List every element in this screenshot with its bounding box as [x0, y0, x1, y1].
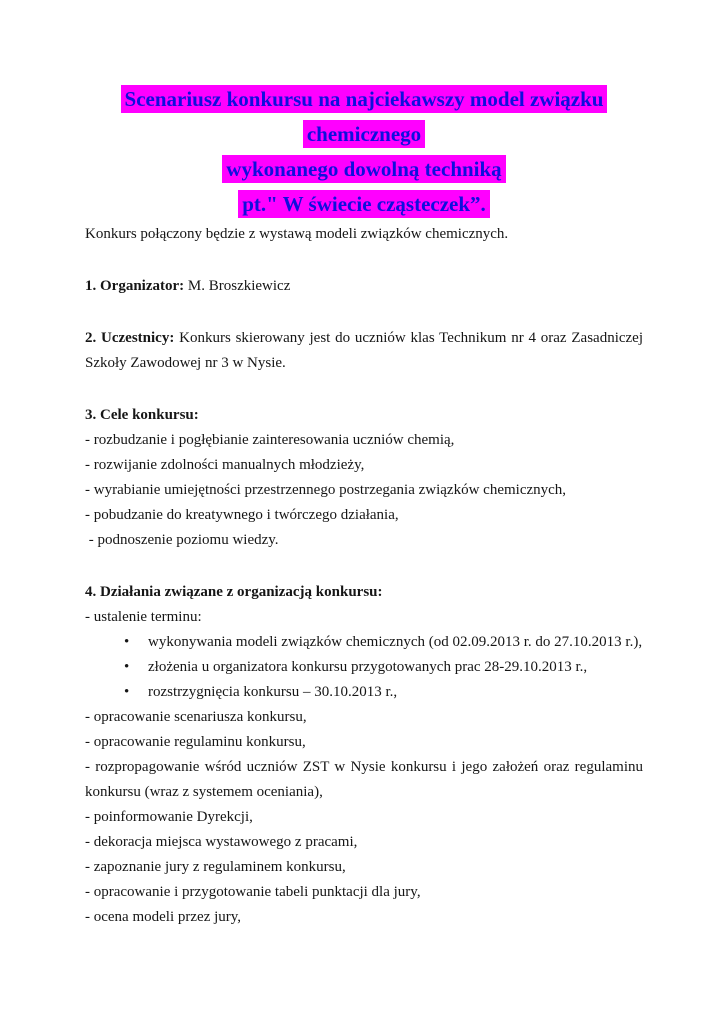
bullet-icon: • [124, 684, 130, 700]
uczestnicy-value: Konkurs skierowany jest do uczniów klas Technikum nr 4 oraz Zasadniczej Szkoły Zawodowej nr 3 w Nysie. [85, 330, 647, 371]
organizator-paragraph [85, 274, 643, 299]
document-title [85, 82, 643, 222]
cele-item: - rozwijanie zdolności manualnych młodzieży, [85, 457, 365, 473]
terminy-bullet-text: wykonywania modeli związków chemicznych (od 02.09.2013 r. do 27.10.2013 r.), [148, 634, 643, 650]
cele-heading: 3. Cele konkursu: [85, 407, 199, 423]
bullet-icon: • [124, 659, 130, 675]
cele-item: - pobudzanie do kreatywnego i twórczego działania, [85, 507, 399, 523]
dzialania-item: - poinformowanie Dyrekcji, [85, 809, 253, 825]
title-line-1 [85, 82, 643, 117]
title-line-4 [85, 187, 643, 222]
dzialania-item: - opracowanie scenariusza konkursu, [85, 709, 307, 725]
paragraph-gap [85, 247, 643, 274]
dzialania-item: - opracowanie regulaminu konkursu, [85, 734, 306, 750]
terminy-bullet-text: złożenia u organizatora konkursu przygotowanych prac 28-29.10.2013 r., [148, 659, 588, 675]
cele-item: - rozbudzanie i pogłębianie zainteresowania uczniów chemią, [85, 432, 455, 448]
organizator-value: M. Broszkiewicz [184, 278, 291, 294]
title-line-1-highlight: Scenariusz konkursu na najciekawszy model związku [121, 85, 608, 113]
paragraph-gap [85, 553, 643, 580]
title-line-3-highlight: wykonanego dowolną techniką [222, 155, 505, 183]
dzialania-intro: - ustalenie terminu: [85, 609, 202, 625]
dzialania-item: - opracowanie i przygotowanie tabeli punktacji dla jury, [85, 884, 421, 900]
dzialania-heading: 4. Działania związane z organizacją konkursu: [85, 584, 383, 600]
title-line-2-highlight: chemicznego [303, 120, 425, 148]
title-line-2 [85, 117, 643, 152]
dzialania-item: - rozpropagowanie wśród uczniów ZST w Nysie konkursu i jego założeń oraz regulaminu konkursu (wraz z systemem oceniania), [85, 759, 647, 800]
document-body [85, 222, 647, 930]
title-line-4-highlight: pt." W świecie cząsteczek”. [238, 190, 490, 218]
uczestnicy-paragraph [85, 326, 647, 376]
terminy-bullet-list [85, 630, 643, 705]
paragraph-gap [85, 299, 643, 326]
cele-item: - wyrabianie umiejętności przestrzennego postrzegania związków chemicznych, [85, 482, 567, 498]
terminy-bullet-item [85, 630, 643, 655]
title-line-3 [85, 152, 643, 187]
cele-item: - podnoszenie poziomu wiedzy. [85, 532, 279, 548]
terminy-bullet-item [85, 680, 643, 705]
paragraph-gap [85, 376, 643, 403]
dzialania-item: - zapoznanie jury z regulaminem konkursu, [85, 859, 346, 875]
uczestnicy-label: 2. Uczestnicy: [85, 330, 175, 346]
bullet-icon: • [124, 634, 130, 650]
dzialania-item: - dekoracja miejsca wystawowego z pracami, [85, 834, 358, 850]
terminy-bullet-text: rozstrzygnięcia konkursu – 30.10.2013 r., [148, 684, 398, 700]
terminy-bullet-item [85, 655, 643, 680]
organizator-label: 1. Organizator: [85, 278, 185, 294]
intro-paragraph: Konkurs połączony będzie z wystawą modeli związków chemicznych. [85, 226, 509, 242]
dzialania-item: - ocena modeli przez jury, [85, 909, 242, 925]
